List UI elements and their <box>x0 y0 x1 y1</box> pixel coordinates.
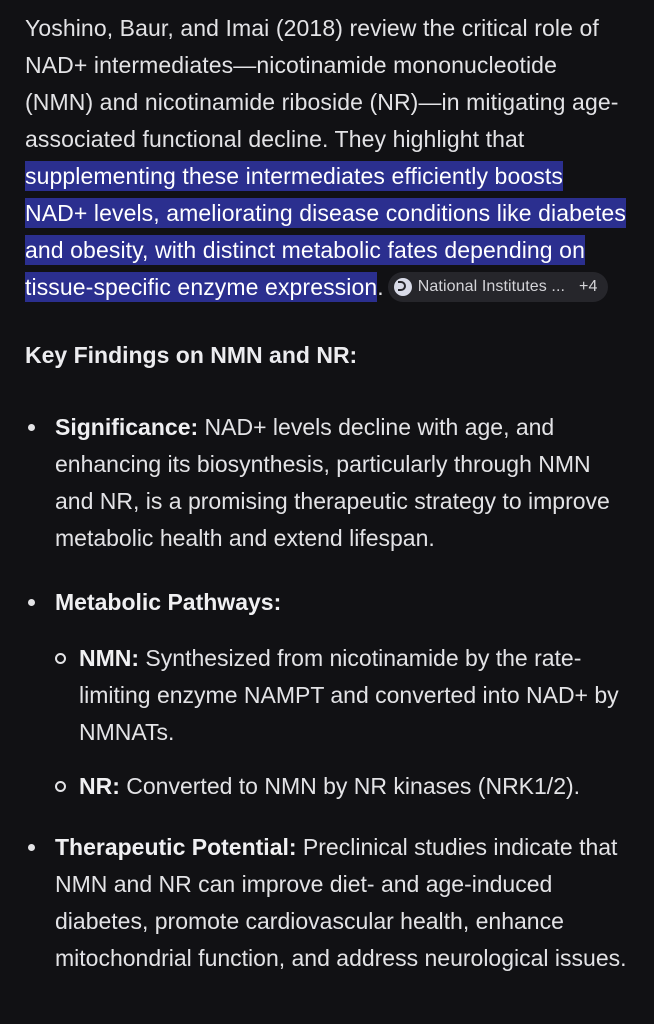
source-chip[interactable] <box>388 272 608 302</box>
list-item-term: Significance: <box>55 414 199 440</box>
list-item-significance <box>25 409 628 557</box>
intro-paragraph <box>25 10 628 306</box>
key-findings-list <box>25 409 628 977</box>
sublist-item-text: Synthesized from nicotinamide by the rate-limiting enzyme NAMPT and converted into NAD+ by NMNATs. <box>79 645 619 745</box>
list-item-therapeutic-potential <box>25 829 628 977</box>
sublist-item-nmn <box>55 640 628 751</box>
intro-text: Yoshino, Baur, and Imai (2018) review the critical role of NAD+ intermediates—nicotinamide mononucleotide (NMN) and nicotinamide riboside (NR)—in mitigating age-associated functional decline. They highlight that <box>25 15 619 152</box>
highlighted-text[interactable]: supplementing these intermediates efficiently boosts NAD+ levels, ameliorating disease conditions like diabetes and obesity, with distinct metabolic fates depending on tissue-specific enzyme expression <box>25 163 626 300</box>
sublist-item-nr <box>55 768 628 805</box>
list-item-text: Preclinical studies indicate that NMN and NR can improve diet- and age-induced diabetes, promote cardiovascular health, enhance mitochondrial function, and address neurological issues. <box>55 834 627 971</box>
source-chip-label: National Institutes ... <box>417 278 566 296</box>
intro-period: . <box>377 274 384 300</box>
sublist-item-term: NR: <box>79 773 120 799</box>
metabolic-pathways-sublist <box>55 640 628 805</box>
list-item-term: Metabolic Pathways: <box>55 589 282 615</box>
source-chip-more-count: +4 <box>579 278 598 296</box>
list-item-text: NAD+ levels decline with age, and enhancing its biosynthesis, particularly through NMN and NR, is a promising therapeutic strategy to improve metabolic health and extend lifespan. <box>55 414 610 551</box>
sublist-item-text: Converted to NMN by NR kinases (NRK1/2). <box>119 773 581 799</box>
sublist-item-term: NMN: <box>79 645 140 671</box>
list-item-metabolic-pathways <box>25 584 628 805</box>
source-icon <box>394 278 412 296</box>
list-item-term: Therapeutic Potential: <box>55 834 297 860</box>
key-findings-heading: Key Findings on NMN and NR: <box>25 342 358 368</box>
